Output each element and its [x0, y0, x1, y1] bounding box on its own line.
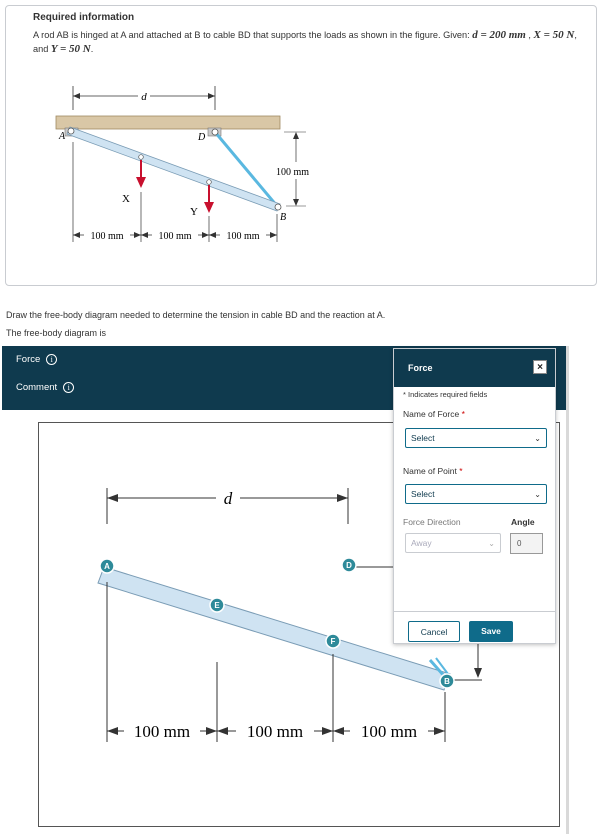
- canvas-hdim-arrow-4: [322, 727, 333, 735]
- force-dialog: [393, 348, 556, 644]
- canvas-b-arrowhead: [474, 668, 482, 678]
- info-icon[interactable]: i: [46, 354, 57, 365]
- d-equation: d = 200 mm: [472, 29, 526, 41]
- chevron-down-icon: ⌄: [488, 539, 495, 548]
- hdim-arrow-6: [270, 232, 277, 238]
- hdim-arrow-1: [73, 232, 80, 238]
- vert-dim-arrow-down: [293, 199, 299, 206]
- fig-load-y-label: Y: [190, 206, 198, 218]
- problem-statement: A rod AB is hinged at A and attached at B to cable BD that supports the loads as shown in the figure. Given: d = 200 mm , X = 50 N, and Y = 50 N.: [33, 29, 577, 55]
- point-marker-b[interactable]: [440, 674, 454, 688]
- problem-intro: A rod AB is hinged at A and attached at B to cable BD that supports the loads as shown in the figure. Given:: [33, 30, 473, 40]
- fig-d-label: d: [141, 91, 147, 103]
- save-button[interactable]: Save: [469, 621, 513, 642]
- load-x-arrowhead: [136, 177, 146, 188]
- pin-b: [275, 204, 281, 210]
- y-equation: Y = 50 N: [50, 43, 91, 55]
- point-marker-e[interactable]: [210, 598, 224, 612]
- rod-ab: [67, 127, 280, 211]
- name-of-force-select[interactable]: [405, 428, 547, 448]
- force-dialog-title: Force: [408, 363, 433, 373]
- ceiling-support: [56, 116, 280, 129]
- pin-x: [139, 155, 144, 160]
- point-marker-d[interactable]: [342, 558, 356, 572]
- force-dialog-header: [394, 349, 555, 387]
- hdim-arrow-4: [202, 232, 209, 238]
- tool-comment[interactable]: [16, 382, 74, 393]
- canvas-hdim-label-3: 100 mm: [360, 722, 418, 741]
- name-of-force-label-text: Name of Force: [403, 409, 460, 419]
- point-marker-f[interactable]: [326, 634, 340, 648]
- point-marker-b-label: B: [444, 677, 450, 686]
- fig-hdim-label-3: 100 mm: [226, 231, 260, 242]
- canvas-hdim-label-1: 100 mm: [133, 722, 191, 741]
- name-of-point-label-text: Name of Point: [403, 466, 457, 476]
- canvas-d-arrow-right: [337, 494, 348, 502]
- vert-dim-arrow-up: [293, 132, 299, 139]
- dialog-footer-divider: [394, 611, 555, 612]
- name-of-point-select[interactable]: [405, 484, 547, 504]
- canvas-hdim-label-2: 100 mm: [246, 722, 304, 741]
- canvas-hdim-arrow-5: [333, 727, 344, 735]
- fig-point-d-label: D: [198, 132, 206, 143]
- canvas-hdim-arrow-2: [206, 727, 217, 735]
- x-equation: X = 50 N: [533, 29, 575, 41]
- tool-force-label: Force: [16, 354, 41, 365]
- fig-point-a-label: A: [59, 131, 66, 142]
- required-star: *: [459, 466, 463, 476]
- name-of-force-value: Select: [411, 433, 435, 443]
- close-icon[interactable]: ×: [533, 360, 547, 374]
- point-marker-a-label: A: [104, 562, 110, 571]
- canvas-hdim-arrow-3: [217, 727, 228, 735]
- canvas-d-arrow-left: [107, 494, 118, 502]
- point-marker-a[interactable]: [100, 559, 114, 573]
- pin-d: [212, 129, 218, 135]
- force-direction-label: Force Direction: [403, 517, 461, 527]
- name-of-force-label: [403, 409, 465, 419]
- point-marker-e-label: E: [214, 601, 220, 610]
- required-fields-note: * Indicates required fields: [403, 390, 488, 399]
- name-of-point-value: Select: [411, 489, 435, 499]
- required-info-title: Required information: [33, 12, 135, 23]
- fig-load-x-label: X: [122, 193, 130, 205]
- canvas-d-label: d: [223, 489, 233, 508]
- fig-hdim-label-1: 100 mm: [90, 231, 124, 242]
- point-marker-f-label: F: [330, 637, 336, 646]
- hdim-arrow-5: [209, 232, 216, 238]
- canvas-hdim-arrow-1: [107, 727, 118, 735]
- pin-a: [68, 128, 74, 134]
- info-icon[interactable]: i: [63, 382, 74, 393]
- force-direction-value: Away: [411, 538, 432, 548]
- pin-y: [207, 180, 212, 185]
- chevron-down-icon: ⌄: [534, 490, 541, 499]
- angle-input[interactable]: 0: [510, 533, 543, 554]
- canvas-hdim-arrow-6: [434, 727, 445, 735]
- tool-force[interactable]: [16, 354, 57, 365]
- cancel-button[interactable]: Cancel: [408, 621, 460, 642]
- and-word: , and: [33, 30, 577, 54]
- angle-label: Angle: [511, 517, 535, 527]
- hdim-arrow-3: [141, 232, 148, 238]
- load-y-arrowhead: [204, 202, 214, 213]
- instruction-line-1: Draw the free-body diagram needed to determine the tension in cable BD and the reaction at A.: [6, 310, 386, 320]
- name-of-point-label: [403, 466, 463, 476]
- chevron-down-icon: ⌄: [534, 434, 541, 443]
- required-star: *: [461, 409, 465, 419]
- panel-scrollbar[interactable]: [566, 346, 569, 834]
- point-marker-d-label: D: [346, 561, 352, 570]
- hdim-arrow-2: [134, 232, 141, 238]
- d-dim-arrow-right: [208, 93, 215, 99]
- fig-point-b-label: B: [280, 212, 287, 223]
- d-dim-arrow-left: [73, 93, 80, 99]
- problem-figure: [40, 82, 360, 252]
- instruction-line-2: The free-body diagram is: [6, 328, 107, 338]
- fig-hdim-label-2: 100 mm: [158, 231, 192, 242]
- tool-comment-label: Comment: [16, 382, 58, 393]
- force-direction-select[interactable]: [405, 533, 501, 553]
- fig-vert-dim-label: 100 mm: [276, 167, 310, 178]
